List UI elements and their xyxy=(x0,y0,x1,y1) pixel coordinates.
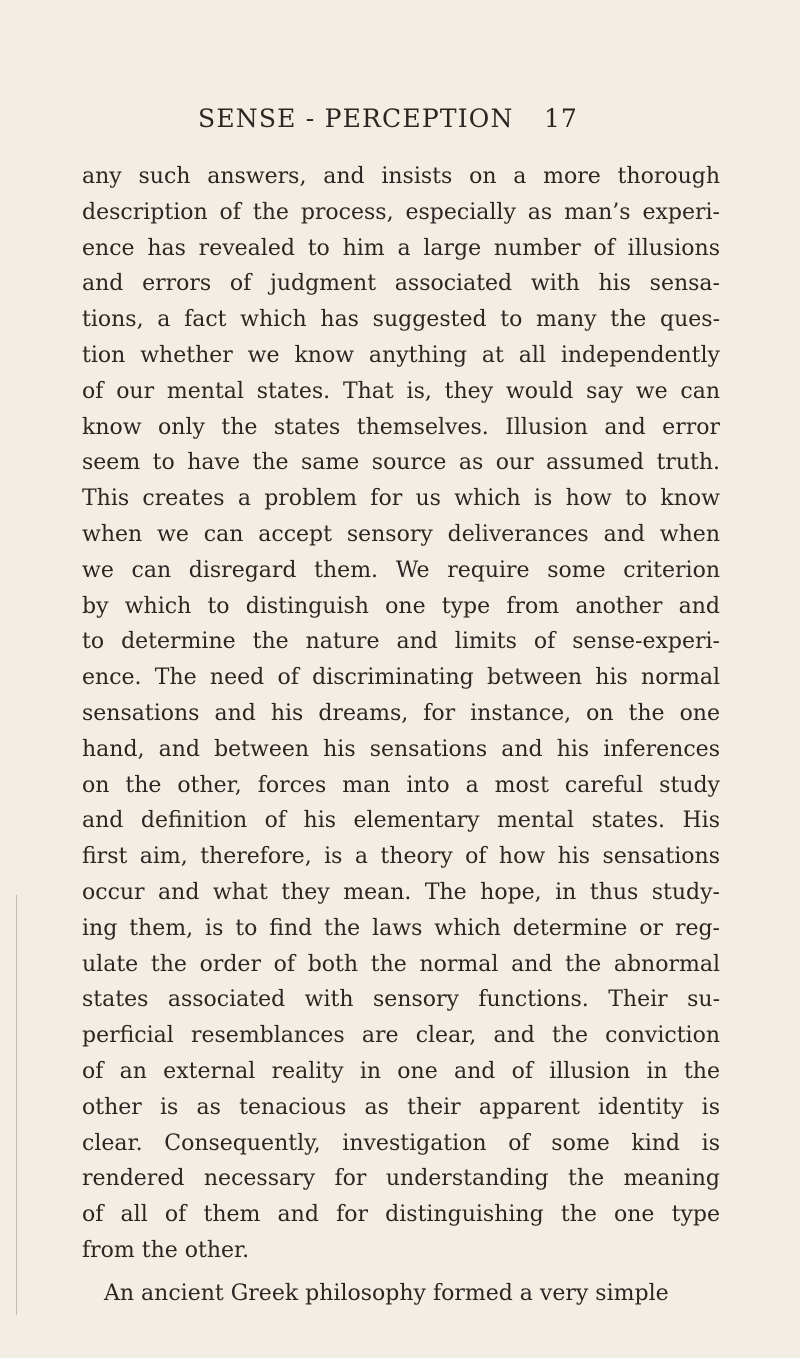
text-line: rendered necessary for understanding the meaning xyxy=(82,1166,720,1192)
text-line: description of the process, especially as man’s experi- xyxy=(82,199,720,225)
paragraph-2 xyxy=(82,1276,720,1312)
text-line: hand, and between his sensations and his inferences xyxy=(82,736,720,762)
paragraph-1 xyxy=(82,159,720,1269)
text-line: tions, a fact which has suggested to many the ques- xyxy=(82,307,720,333)
text-line: perficial resemblances are clear, and the conviction xyxy=(82,1023,720,1049)
text-line: tion whether we know anything at all independently xyxy=(82,342,720,368)
page-header xyxy=(0,104,800,138)
text-line: know only the states themselves. Illusion and error xyxy=(82,414,720,440)
text-line: we can disregard them. We require some criterion xyxy=(82,557,720,583)
text-line: first aim, therefore, is a theory of how his sensations xyxy=(82,844,720,870)
text-line: on the other, forces man into a most careful study xyxy=(82,772,720,798)
text-line: states associated with sensory functions. Their su- xyxy=(82,987,720,1013)
text-line: of an external reality in one and of illusion in the xyxy=(82,1058,720,1084)
text-line: clear. Consequently, investigation of some kind is xyxy=(82,1130,720,1156)
text-line: of our mental states. That is, they would say we can xyxy=(82,378,720,404)
text-line: when we can accept sensory deliverances and when xyxy=(82,521,720,547)
text-line: sensations and his dreams, for instance, on the one xyxy=(82,700,720,726)
text-line: by which to distinguish one type from another and xyxy=(82,593,720,619)
text-line: to determine the nature and limits of sense-experi- xyxy=(82,629,720,655)
text-line: occur and what they mean. The hope, in thus study- xyxy=(82,879,720,905)
text-line: and definition of his elementary mental states. His xyxy=(82,808,720,834)
running-head: SENSE - PERCEPTION xyxy=(198,104,514,133)
text-line: ulate the order of both the normal and the abnormal xyxy=(82,951,720,977)
text-line: This creates a problem for us which is how to know xyxy=(82,486,720,512)
text-line: ing them, is to find the laws which determine or reg- xyxy=(82,915,720,941)
text-line: and errors of judgment associated with his sensa- xyxy=(82,271,720,297)
page-edge-shadow xyxy=(16,895,17,1315)
text-line: of all of them and for distinguishing the one type xyxy=(82,1202,720,1228)
body-text xyxy=(82,159,720,1312)
text-line: any such answers, and insists on a more thorough xyxy=(82,164,720,189)
text-line: An ancient Greek philosophy formed a very simple xyxy=(104,1280,669,1306)
text-line: from the other. xyxy=(82,1237,250,1263)
text-line: ence has revealed to him a large number of illusions xyxy=(82,235,720,261)
page-number: 17 xyxy=(544,104,578,133)
text-line: other is as tenacious as their apparent identity is xyxy=(82,1094,720,1120)
text-line: seem to have the same source as our assumed truth. xyxy=(82,450,720,476)
text-line: ence. The need of discriminating between his normal xyxy=(82,665,720,691)
